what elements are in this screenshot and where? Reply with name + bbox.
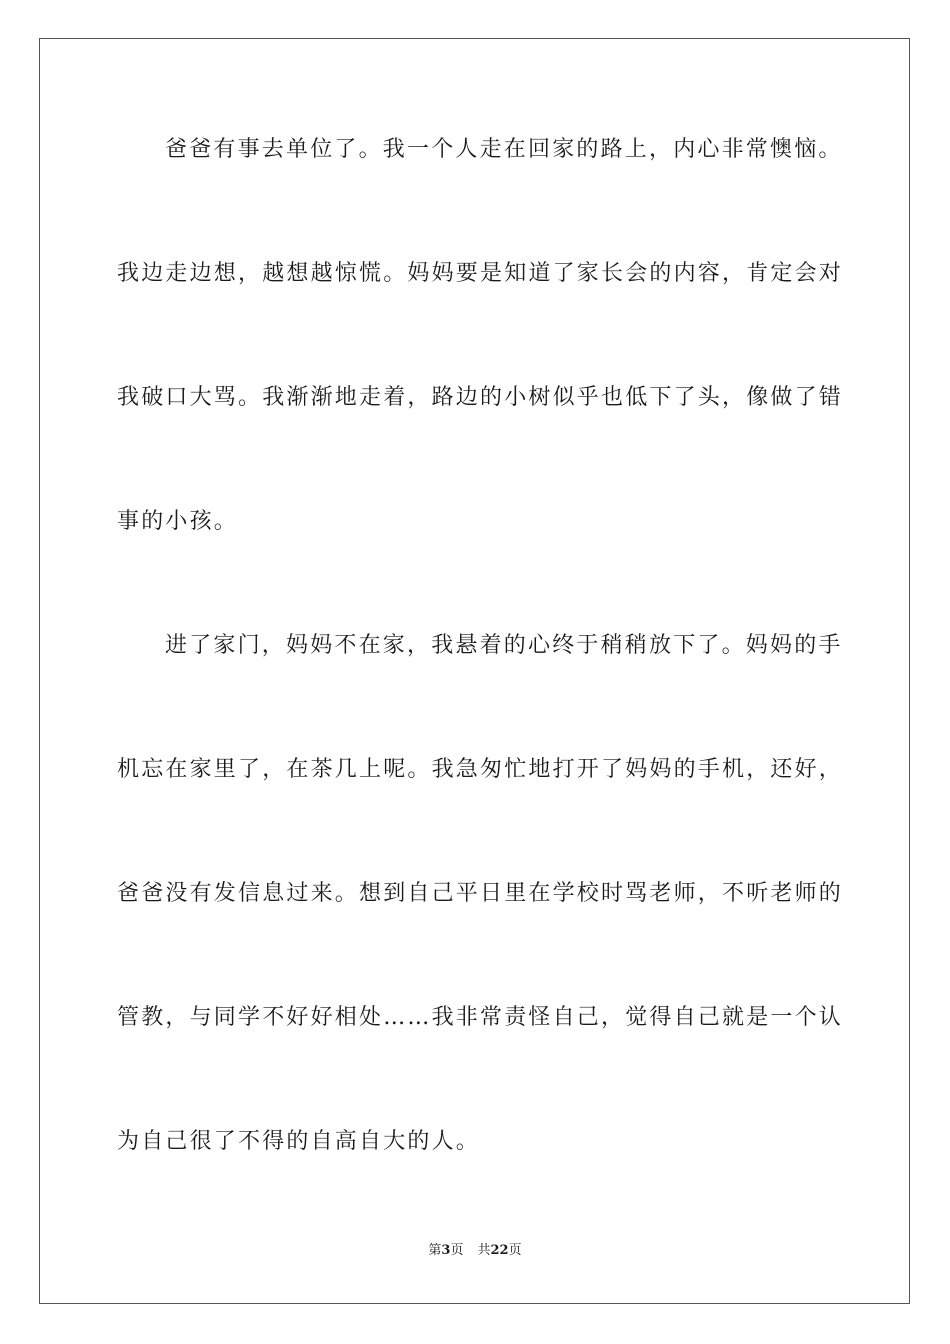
page-border	[39, 38, 910, 1304]
page-footer	[0, 1243, 950, 1259]
paragraph-1-line-1: 爸爸有事去单位了。我一个人走在回家的路上，内心非常懊恼。	[165, 137, 843, 162]
paragraph-1-line-4: 事的小孩。	[117, 509, 239, 534]
total-suffix: 页	[508, 1243, 522, 1258]
paragraph-2-line-5: 为自己很了不得的自高自大的人。	[117, 1129, 481, 1154]
page-number: 3	[441, 1243, 451, 1258]
paragraph-2-line-3: 爸爸没有发信息过来。想到自己平日里在学校时骂老师，不听老师的	[117, 881, 844, 906]
paragraph-2-line-4: 管教，与同学不好好相处……我非常责怪自己，觉得自己就是一个认	[117, 1005, 844, 1030]
page-prefix: 第	[428, 1243, 442, 1258]
paragraph-2-line-2: 机忘在家里了，在茶几上呢。我急匆忙地打开了妈妈的手机，还好，	[117, 757, 844, 782]
paragraph-2-line-1: 进了家门，妈妈不在家，我悬着的心终于稍稍放下了。妈妈的手	[165, 633, 843, 658]
paragraph-1-line-2: 我边走边想，越想越惊慌。妈妈要是知道了家长会的内容，肯定会对	[117, 261, 844, 286]
page-suffix: 页	[450, 1243, 464, 1258]
total-prefix: 共	[477, 1243, 491, 1258]
paragraph-1-line-3: 我破口大骂。我渐渐地走着，路边的小树似乎也低下了头，像做了错	[117, 385, 844, 410]
total-pages: 22	[490, 1243, 509, 1258]
